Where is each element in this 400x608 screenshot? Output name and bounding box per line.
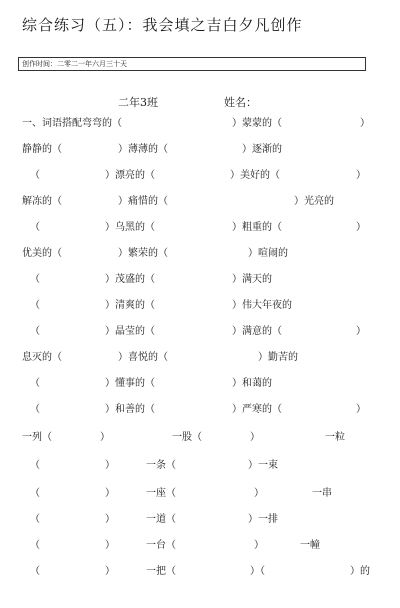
row-cell: ） bbox=[356, 404, 366, 415]
row-cell: ）满天的 bbox=[232, 274, 272, 285]
row-cell: （ bbox=[30, 170, 40, 181]
row-cell: ）的 bbox=[350, 566, 370, 577]
row-cell: ） bbox=[254, 540, 264, 551]
row-cell: ） bbox=[356, 326, 366, 337]
row-cell: （ bbox=[30, 460, 40, 471]
row-cell: ）茂盛的（ bbox=[105, 274, 155, 285]
row-cell: ）美好的（ bbox=[230, 170, 280, 181]
row-cell: ）漂亮的（ bbox=[105, 170, 155, 181]
row-cell: 优美的（ bbox=[22, 248, 62, 259]
row-cell: 一道（ bbox=[146, 514, 176, 525]
row-cell: ）光亮的 bbox=[294, 196, 334, 207]
row-cell: ）蒙蒙的（ bbox=[232, 118, 282, 129]
row-cell: （ bbox=[30, 488, 40, 499]
measure-word-row bbox=[0, 512, 400, 528]
row-cell: ）和善的（ bbox=[105, 404, 155, 415]
row-cell: 一串 bbox=[312, 488, 332, 499]
row-cell: ） bbox=[100, 432, 110, 443]
measure-word-row bbox=[0, 538, 400, 554]
row-cell: ）乌黑的（ bbox=[105, 222, 155, 233]
row-cell: ）严寒的（ bbox=[232, 404, 282, 415]
row-cell: ）晶莹的（ bbox=[105, 326, 155, 337]
row-cell: 一粒 bbox=[325, 432, 345, 443]
row-cell: 一列（ bbox=[22, 432, 52, 443]
word-match-row bbox=[0, 168, 400, 184]
measure-word-row bbox=[0, 564, 400, 580]
row-cell: ） bbox=[356, 170, 366, 181]
row-cell: ）伟大年夜的 bbox=[232, 300, 292, 311]
word-match-row bbox=[0, 402, 400, 418]
word-match-row bbox=[0, 324, 400, 340]
measure-word-row bbox=[0, 430, 400, 446]
row-cell: ） bbox=[105, 488, 115, 499]
row-cell: ） bbox=[105, 460, 115, 471]
row-cell: ）喧闹的 bbox=[248, 248, 288, 259]
row-cell: （ bbox=[30, 274, 40, 285]
row-cell: ）逐渐的 bbox=[242, 144, 282, 155]
row-cell: ）薄薄的（ bbox=[118, 144, 168, 155]
row-cell: ）清爽的（ bbox=[105, 300, 155, 311]
row-cell: 一股（ bbox=[172, 432, 202, 443]
row-cell: ） bbox=[360, 118, 370, 129]
word-match-row bbox=[0, 142, 400, 158]
row-cell: （ bbox=[30, 404, 40, 415]
word-match-row bbox=[0, 220, 400, 236]
row-cell: ） bbox=[356, 222, 366, 233]
row-cell: ）懂事的（ bbox=[105, 378, 155, 389]
row-cell: 一、词语搭配弯弯的（ bbox=[22, 118, 122, 129]
row-cell: （ bbox=[30, 378, 40, 389]
row-cell: 一台（ bbox=[146, 540, 176, 551]
row-cell: ） bbox=[105, 540, 115, 551]
row-cell: 解冻的（ bbox=[22, 196, 62, 207]
name-label: 姓名： bbox=[224, 96, 257, 109]
word-match-row bbox=[0, 376, 400, 392]
measure-word-row bbox=[0, 458, 400, 474]
measure-word-row bbox=[0, 486, 400, 502]
row-cell: （ bbox=[30, 300, 40, 311]
row-cell: 息灭的（ bbox=[22, 352, 62, 363]
row-cell: （ bbox=[30, 566, 40, 577]
word-match-row bbox=[0, 194, 400, 210]
word-match-row bbox=[0, 350, 400, 366]
row-cell: ） bbox=[105, 514, 115, 525]
row-cell: （ bbox=[30, 222, 40, 233]
row-cell: ）（ bbox=[250, 566, 265, 577]
row-cell: （ bbox=[30, 326, 40, 337]
word-match-row bbox=[0, 116, 400, 132]
row-cell: ）勤苦的 bbox=[258, 352, 298, 363]
row-cell: ）粗重的（ bbox=[232, 222, 282, 233]
row-cell: ）一束 bbox=[248, 460, 278, 471]
row-cell: ）喜悦的（ bbox=[118, 352, 168, 363]
row-cell: ）繁荣的（ bbox=[118, 248, 168, 259]
row-cell: ） bbox=[105, 566, 115, 577]
row-cell: ） bbox=[250, 432, 260, 443]
row-cell: 一幢 bbox=[300, 540, 320, 551]
row-cell: （ bbox=[30, 514, 40, 525]
class-label: 二年3班 bbox=[118, 96, 158, 109]
word-match-row bbox=[0, 246, 400, 262]
creation-date-box: 创作时间：二零二一年六月三十天 bbox=[18, 57, 366, 71]
word-match-row bbox=[0, 298, 400, 314]
row-cell: 一条（ bbox=[146, 460, 176, 471]
row-cell: ）满意的（ bbox=[232, 326, 282, 337]
document-title: 综合练习（五）：我会填之吉白夕凡创作 bbox=[22, 16, 303, 34]
word-match-row bbox=[0, 272, 400, 288]
row-cell: ） bbox=[254, 488, 264, 499]
row-cell: ）痛惜的（ bbox=[118, 196, 168, 207]
row-cell: 一把（ bbox=[146, 566, 176, 577]
row-cell: （ bbox=[30, 540, 40, 551]
row-cell: 静静的（ bbox=[22, 144, 62, 155]
row-cell: ）和蔼的 bbox=[232, 378, 272, 389]
row-cell: ）一排 bbox=[248, 514, 278, 525]
row-cell: 一座（ bbox=[146, 488, 176, 499]
